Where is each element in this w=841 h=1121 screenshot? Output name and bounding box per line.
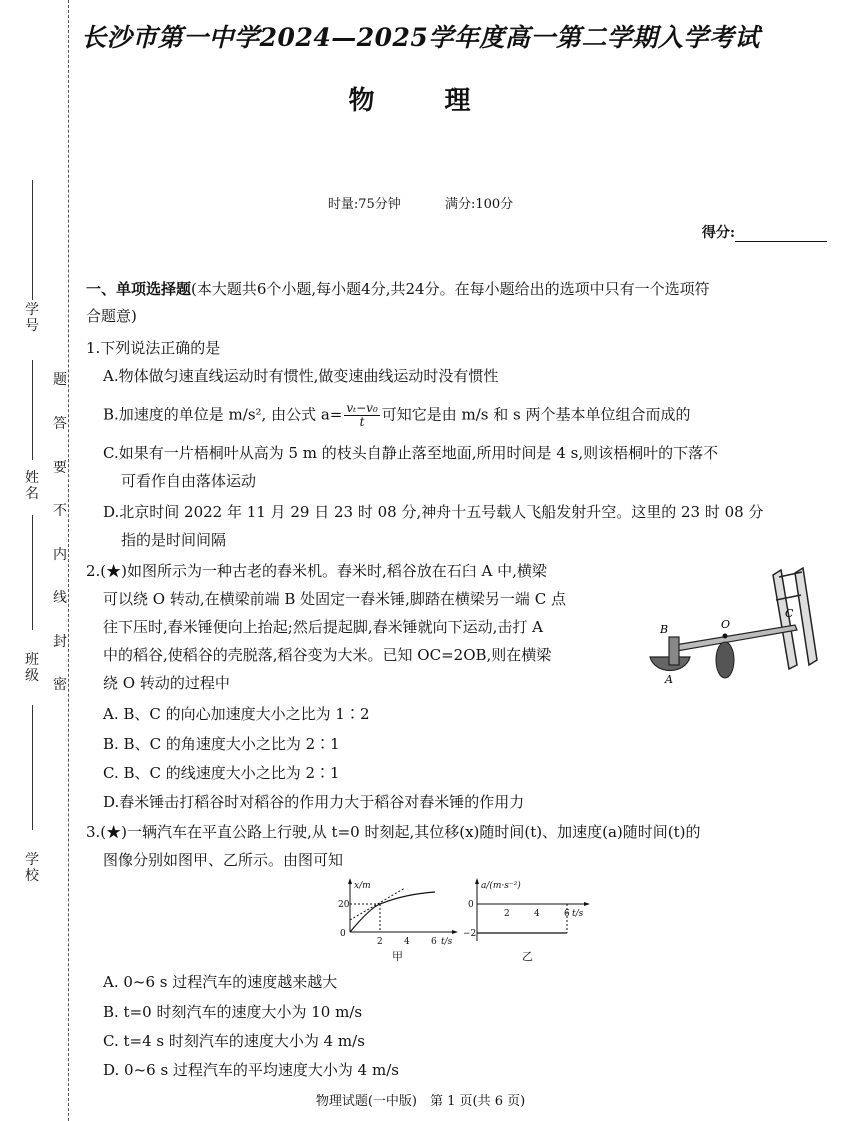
- beam: [675, 625, 797, 651]
- xt-xlabel: t/s: [441, 937, 453, 947]
- label-b: B: [660, 623, 669, 636]
- name-label: 姓名: [25, 470, 39, 502]
- class-line: [32, 705, 33, 830]
- q2-stem-2: 可以绕 O 转动,在横梁前端 B 处固定一舂米锤,脚踏在横梁另一端 C 点: [103, 590, 566, 608]
- score-field[interactable]: [702, 222, 827, 242]
- q1-option-d: D.北京时间 2022 年 11 月 29 日 23 时 08 分,神舟十五号载人飞船发射升空。这里的 23 时 08 分: [103, 503, 764, 521]
- q2-stem-4: 中的稻谷,使稻谷的壳脱落,稻谷变为大米。已知 OC=2OB,则在横梁: [103, 646, 552, 664]
- label-o: O: [721, 618, 731, 631]
- seal-char-5: 内: [53, 547, 67, 563]
- at-y-arrow: [475, 878, 479, 884]
- q3-stem-1: 3.(★)一辆汽车在平直公路上行驶,从 t=0 时刻起,其位移(x)随时间(t)、加速度(a)随时间(t)的: [86, 823, 701, 841]
- seal-char-6: 线: [53, 590, 67, 606]
- mortar: [650, 637, 690, 671]
- xt-ylabel: x/m: [354, 881, 371, 891]
- xt-xtick-2: 2: [377, 937, 383, 947]
- seal-char-3: 要: [53, 460, 67, 476]
- page-footer: 物理试题(一中版) 第 1 页(共 6 页): [315, 1094, 526, 1109]
- xt-ytick-0: 0: [340, 929, 346, 939]
- q3-option-d: D. 0~6 s 过程汽车的平均速度大小为 4 m/s: [103, 1061, 399, 1079]
- at-ytick-0: 0: [468, 900, 474, 910]
- pivot-o: [723, 634, 728, 639]
- rice-pounder-figure: [645, 565, 825, 690]
- xt-caption: 甲: [392, 950, 403, 963]
- graph-xt: [330, 876, 465, 966]
- at-ylabel: a/(m·s⁻²): [481, 881, 521, 891]
- binding-line: [68, 0, 69, 1121]
- q1-formula-fraction: [344, 402, 379, 429]
- name-line-lower: [32, 515, 33, 630]
- q1-option-b-post: 可知它是由 m/s 和 s 两个基本单位组合而成的: [381, 405, 691, 424]
- section1-desc: (本大题共6个小题,每小题4分,共24分。在每小题给出的选项中只有一个选项符: [191, 280, 710, 298]
- at-xtick-4: 4: [534, 909, 540, 919]
- section1-desc-cont: 合题意): [86, 307, 137, 325]
- at-x-arrow: [584, 902, 590, 906]
- q2-option-a: A. B、C 的向心加速度大小之比为 1∶2: [103, 705, 370, 723]
- q3-stem-2: 图像分别如图甲、乙所示。由图可知: [103, 851, 344, 869]
- score-blank[interactable]: [735, 227, 827, 242]
- q2-option-d: D.舂米锤击打稻谷时对稻谷的作用力大于稻谷对舂米锤的作用力: [103, 793, 525, 811]
- time-info: 时量:75分钟: [327, 197, 401, 212]
- q1-stem: 1.下列说法正确的是: [86, 339, 221, 357]
- q1-option-d-cont: 指的是时间间隔: [121, 531, 227, 549]
- school-label: 学校: [25, 852, 39, 884]
- xt-y-arrow: [348, 878, 352, 884]
- q2-option-c: C. B、C 的线速度大小之比为 2∶1: [103, 764, 340, 782]
- at-xlabel: t/s: [572, 909, 584, 919]
- graph-at: [462, 876, 602, 966]
- exam-info: [0, 193, 841, 212]
- section1-heading: [86, 279, 710, 300]
- q1-option-c-cont: 可看作自由落体运动: [121, 472, 257, 490]
- q2-stem-1: 2.(★)如图所示为一种古老的舂米机。舂米时,稻谷放在石臼 A 中,横梁: [86, 562, 547, 580]
- pivot-support: [716, 642, 734, 678]
- q3-option-a: A. 0~6 s 过程汽车的速度越来越大: [103, 973, 338, 991]
- at-xtick-6: 6: [564, 909, 570, 919]
- q1-option-b-pre: B.加速度的单位是 m/s², 由公式 a=: [103, 405, 343, 424]
- q3-option-b: B. t=0 时刻汽车的速度大小为 10 m/s: [103, 1003, 363, 1021]
- xt-xtick-6: 6: [431, 937, 437, 947]
- at-caption: 乙: [522, 950, 533, 963]
- xt-curve: [350, 892, 435, 932]
- student-id-label: 学号: [25, 302, 39, 334]
- seal-char-2: 答: [53, 416, 67, 432]
- q2-stem-3: 往下压时,舂米锤便向上抬起;然后提起脚,舂米锤就向下运动,击打 A: [103, 618, 543, 636]
- q1-formula-denominator: t: [359, 415, 365, 429]
- at-xtick-2: 2: [504, 909, 510, 919]
- xt-xtick-4: 4: [404, 937, 410, 947]
- seal-char-4: 不: [53, 503, 67, 519]
- name-line: [32, 360, 33, 460]
- score-label: 得分:: [701, 225, 735, 241]
- xt-ytick-20: 20: [338, 900, 350, 910]
- exam-title: 长沙市第一中学2024—2025学年度高一第二学期入学考试: [81, 23, 760, 52]
- seal-char-8: 密: [53, 677, 67, 693]
- at-ytick-neg2: −2: [463, 929, 477, 939]
- seal-char-1: 题: [53, 372, 67, 388]
- seal-char-7: 封: [53, 634, 67, 650]
- q2-stem-5: 绕 O 转动的过程中: [103, 674, 230, 692]
- q1-option-c: C.如果有一片梧桐叶从高为 5 m 的枝头自静止落至地面,所用时间是 4 s,则该梧桐叶的下落不: [103, 444, 719, 462]
- label-c: C: [785, 607, 794, 620]
- class-label: 班级: [25, 652, 39, 684]
- q3-option-c: C. t=4 s 时刻汽车的速度大小为 4 m/s: [103, 1032, 365, 1050]
- q1-formula-numerator: vₜ−v₀: [346, 401, 378, 415]
- q1-option-a: A.物体做匀速直线运动时有惯性,做变速曲线运动时没有惯性: [103, 367, 499, 385]
- score-info: 满分:100分: [444, 197, 514, 212]
- xt-x-arrow: [452, 930, 458, 934]
- q2-option-b: B. B、C 的角速度大小之比为 2∶1: [103, 735, 340, 753]
- frame-posts: [773, 568, 817, 669]
- q1-option-b: [103, 402, 691, 429]
- section1-title: 一、单项选择题: [86, 280, 192, 298]
- label-a: A: [665, 673, 673, 686]
- subject-title: 物 理: [348, 86, 493, 116]
